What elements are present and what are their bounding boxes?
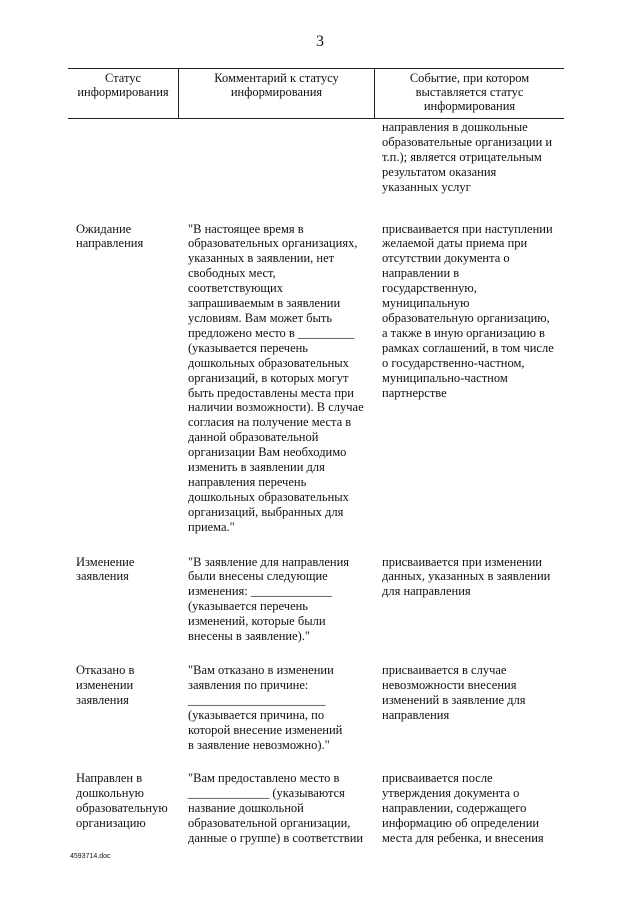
comment-cell: "Вам предоставлено место в _____________ (указываются название дошкольной образовательной организации, данные о группе) в соответствии [188, 771, 364, 846]
header-event: Событие, при котором выставляется статус информирования [374, 69, 564, 118]
header-status: Статус информирования [77, 71, 169, 99]
status-cell: Изменение заявления [76, 554, 135, 584]
table-row [68, 222, 564, 535]
comment-cell: "В настоящее время в образовательных организациях, указанных в заявлении, нет свободных мест, соответствующих запрашиваемым в заявлении условиям. Вам может быть предложено место в _________ (указывается перечень дошкольных образовательных организаций, в которых могут быть предоставлены места при наличии возможности). В случае согласия на получение места в данной образовательной организации Вам необходимо изменить в заявлении для направления перечень дошкольных образовательных организаций, выбранных для приема." [188, 221, 364, 534]
document-filename: 4593714.doc [70, 853, 111, 860]
status-cell [68, 120, 178, 195]
table-header [68, 68, 564, 119]
status-cell: Отказано в изменении заявления [76, 663, 135, 707]
comment-cell [178, 120, 374, 195]
table-row [68, 555, 564, 644]
event-cell: присваивается при изменении данных, указанных в заявлении для направления [382, 554, 551, 599]
event-cell: направления в дошкольные образовательные организации и т.п.); является отрицательным результатом оказания указанных услуг [382, 120, 553, 194]
event-cell: присваивается при наступлении желаемой даты приема при отсутствии документа о направлении в государственную, муниципальную образовательную организацию, а также в иную организацию в рамках соглашений, в том числе о государственно-частном, муниципально-частном партнерстве [382, 221, 554, 400]
event-cell: присваивается после утверждения документа о направлении, содержащего информацию об определении места для ребенка, и внесения [382, 771, 544, 846]
event-cell: присваивается в случае невозможности внесения изменений в заявление для направления [382, 663, 526, 722]
status-table [68, 68, 564, 846]
status-cell: Ожидание направления [76, 221, 144, 251]
table-row [68, 120, 564, 195]
comment-cell: "Вам отказано в изменении заявления по причине: ______________________ (указывается причина, по которой внесение изменений в заявление невозможно)." [188, 663, 343, 752]
table-row [68, 663, 564, 752]
status-cell: Направлен в дошкольную образовательную организацию [76, 771, 168, 831]
page-number: 3 [316, 33, 324, 50]
table-row [68, 771, 564, 846]
header-comment: Комментарий к статусу информирования [178, 69, 374, 118]
comment-cell: "В заявление для направления были внесены следующие изменения: _____________ (указывается перечень изменений, которые были внесены в заявление)." [188, 554, 350, 644]
